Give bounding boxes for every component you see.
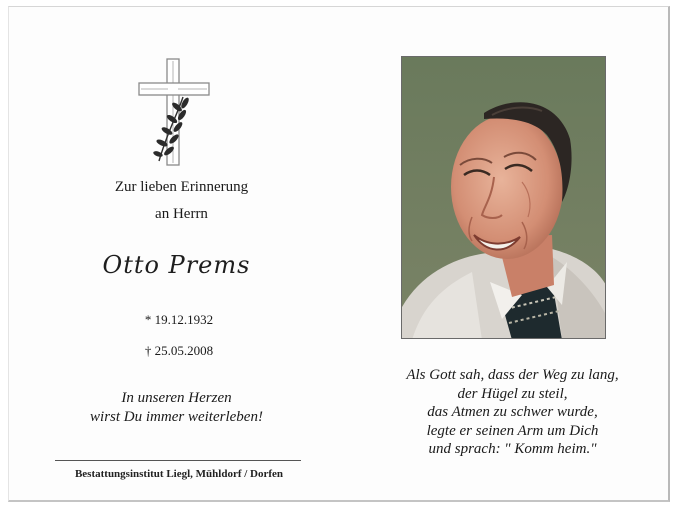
deceased-name: Otto Prems [102, 251, 251, 279]
right-panel [354, 7, 670, 500]
poem-line: legte er seinen Arm um Dich [426, 422, 599, 439]
divider-line [55, 460, 301, 461]
poem [354, 366, 670, 459]
motto-line-2: wirst Du immer weiterleben! [90, 409, 263, 425]
memorial-card [8, 6, 670, 502]
poem-line: Als Gott sah, dass der Weg zu lang, [406, 367, 619, 383]
birth-date: * 19.12.1932 [144, 312, 214, 327]
poem-line: und sprach: " Komm heim." [428, 441, 597, 457]
portrait-illustration [402, 57, 606, 339]
cross-with-laurel-icon [137, 57, 211, 175]
funeral-home: Bestattungsinstitut Liegl, Mühldorf / Dorfen [74, 468, 284, 480]
death-date: † 25.05.2008 [144, 343, 214, 358]
motto-line-1: In unseren Herzen [121, 390, 232, 406]
left-panel [9, 7, 354, 500]
intro-line-1: Zur lieben Erinnerung [114, 179, 249, 195]
portrait-photo [401, 56, 606, 339]
poem-line: das Atmen zu schwer wurde, [427, 404, 598, 420]
intro-line-2: an Herrn [155, 206, 208, 222]
poem-line: der Hügel zu steil, [457, 385, 568, 402]
